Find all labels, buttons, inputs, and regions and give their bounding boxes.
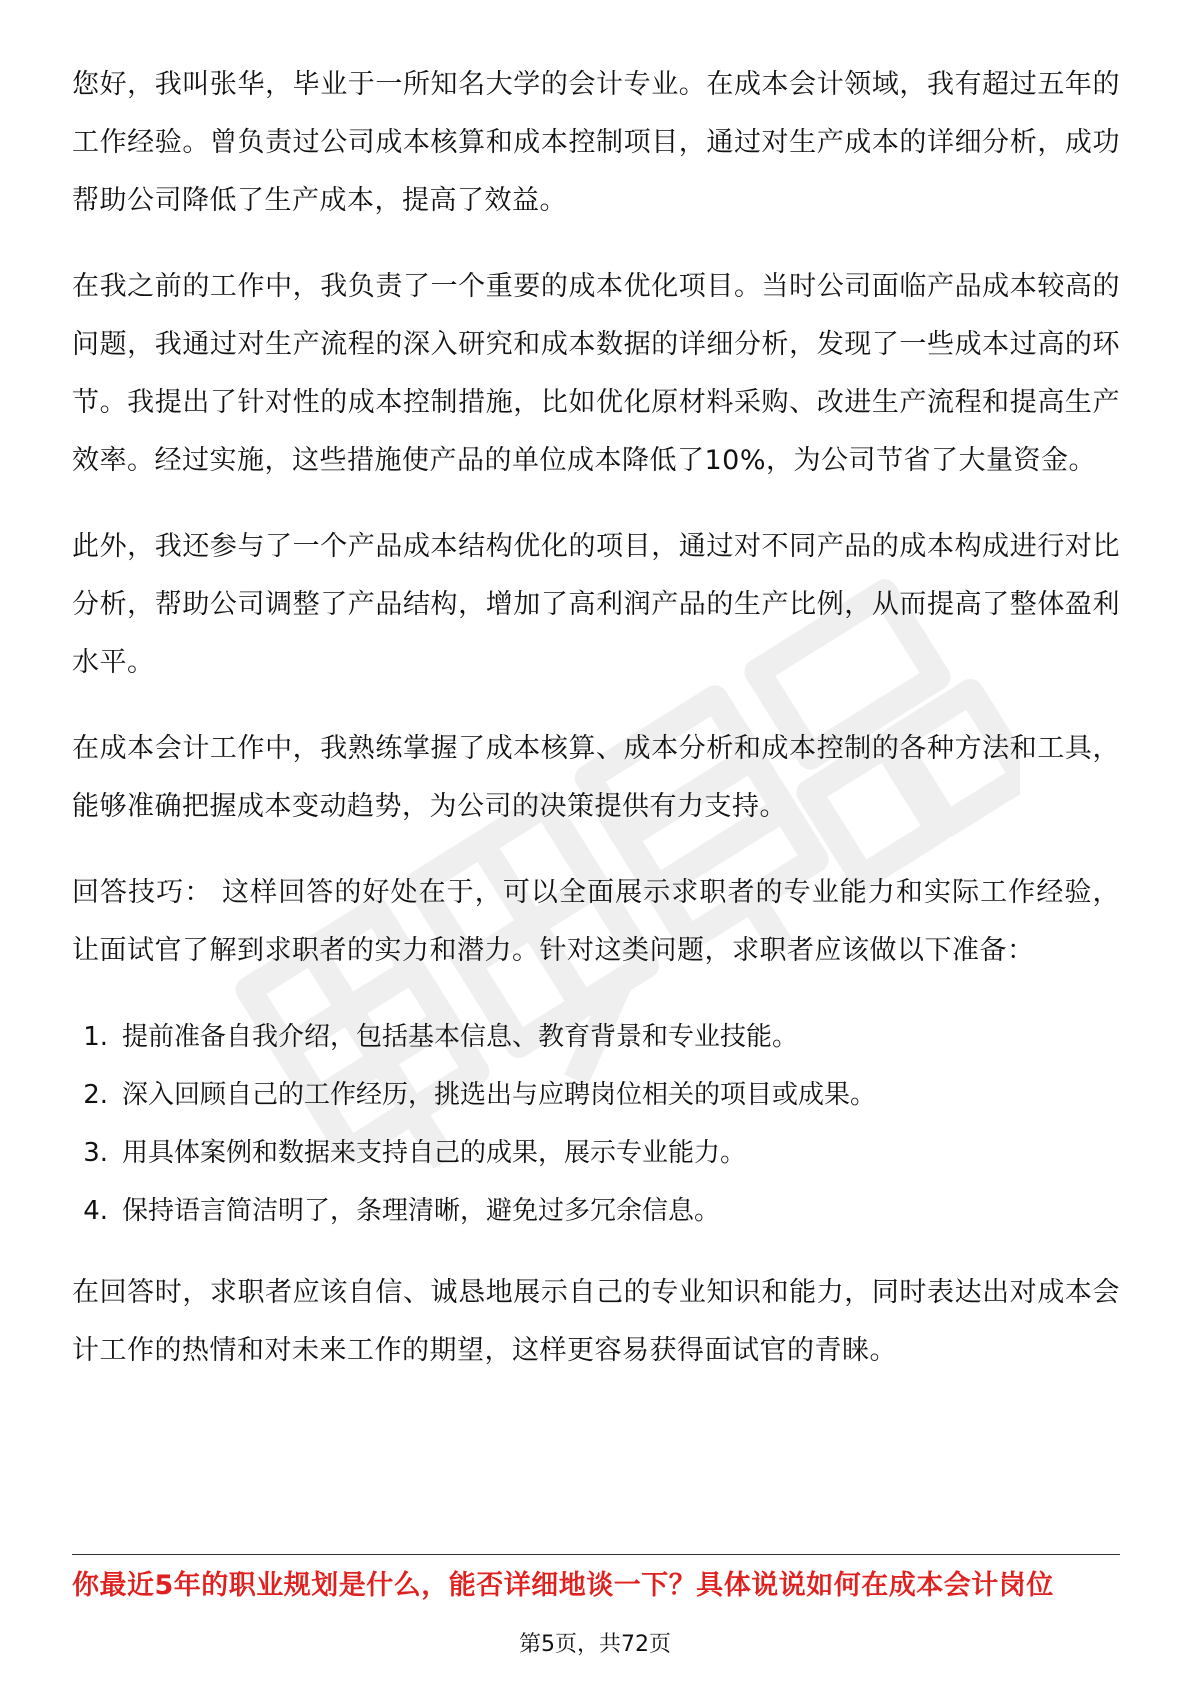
list-item <box>72 1182 1120 1240</box>
tips-list <box>72 1008 1120 1240</box>
paragraph-tips-intro: 回答技巧： 这样回答的好处在于，可以全面展示求职者的专业能力和实际工作经验，让面试官了解到求职者的实力和潜力。针对这类问题，求职者应该做以下准备： <box>72 877 1120 966</box>
document-body <box>72 56 1120 1408</box>
list-item <box>72 1066 1120 1124</box>
section-divider <box>72 1554 1120 1555</box>
list-text: 保持语言简洁明了，条理清晰，避免过多冗余信息。 <box>122 1196 721 1226</box>
list-item <box>72 1008 1120 1066</box>
page-number: 第5页，共72页 <box>519 1632 671 1657</box>
list-text: 用具体案例和数据来支持自己的成果，展示专业能力。 <box>122 1138 747 1168</box>
list-number: 2. <box>83 1080 108 1110</box>
next-question-heading: 你最近5年的职业规划是什么，能否详细地谈一下？具体说说如何在成本会计岗位 <box>72 1570 1054 1601</box>
list-number: 1. <box>83 1022 108 1052</box>
list-item <box>72 1124 1120 1182</box>
paragraph-closing: 在回答时，求职者应该自信、诚恳地展示自己的专业知识和能力，同时表达出对成本会计工作的热情和对未来工作的期望，这样更容易获得面试官的青睐。 <box>72 1277 1120 1366</box>
paragraph-project: 在我之前的工作中，我负责了一个重要的成本优化项目。当时公司面临产品成本较高的问题，我通过对生产流程的深入研究和成本数据的详细分析，发现了一些成本过高的环节。我提出了针对性的成本控制措施，比如优化原材料采购、改进生产流程和提高生产效率。经过实施，这些措施使产品的单位成本降低了10%，为公司节省了大量资金。 <box>72 271 1120 476</box>
list-text: 提前准备自我介绍，包括基本信息、教育背景和专业技能。 <box>122 1022 799 1052</box>
list-number: 3. <box>83 1138 108 1168</box>
list-text: 深入回顾自己的工作经历，挑选出与应聘岗位相关的项目或成果。 <box>122 1080 877 1110</box>
paragraph-intro: 您好，我叫张华，毕业于一所知名大学的会计专业。在成本会计领域，我有超过五年的工作经验。曾负责过公司成本核算和成本控制项目，通过对生产成本的详细分析，成功帮助公司降低了生产成本，提高了效益。 <box>72 69 1120 216</box>
paragraph-skills: 在成本会计工作中，我熟练掌握了成本核算、成本分析和成本控制的各种方法和工具，能够准确把握成本变动趋势，为公司的决策提供有力支持。 <box>72 733 1120 822</box>
paragraph-structure: 此外，我还参与了一个产品成本结构优化的项目，通过对不同产品的成本构成进行对比分析，帮助公司调整了产品结构，增加了高利润产品的生产比例，从而提高了整体盈利水平。 <box>72 531 1120 678</box>
list-number: 4. <box>83 1196 108 1226</box>
